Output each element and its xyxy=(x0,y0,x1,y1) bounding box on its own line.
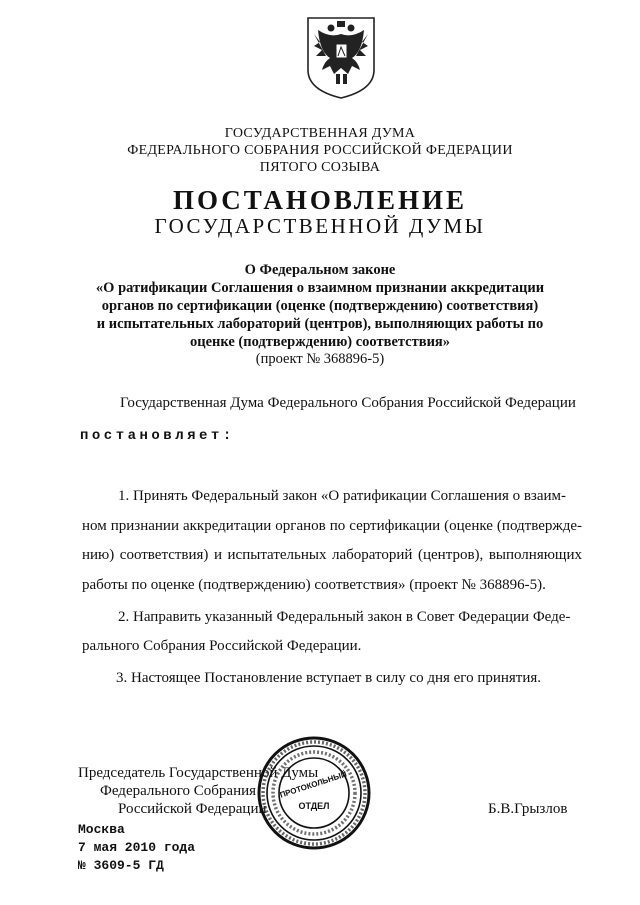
signatory-title-line-3: Российской Федерации xyxy=(118,801,267,817)
signatory-title-line-2: Федерального Собрания xyxy=(100,783,257,799)
footer-date: 7 мая 2010 года xyxy=(78,840,196,855)
law-line-4: и испытательных лабораторий (центров), выполняющих работы по xyxy=(96,316,544,332)
paragraph-1-line-1: 1. Принять Федеральный закон «О ратификации Соглашения о взаим- xyxy=(118,488,567,504)
paragraph-1-line-2: ном признании аккредитации органов по сертификации (оценке (подтвержде- xyxy=(82,518,582,534)
project-number: (проект № 368896-5) xyxy=(255,351,385,367)
resolves-word: постановляет: xyxy=(80,428,235,444)
signatory-title-line-1: Председатель Государственной Думы xyxy=(78,765,319,781)
stamp-text-top: ПРОТОКОЛЬНЫЙ xyxy=(278,769,348,800)
paragraph-1-line-4: работы по оценке (подтверждению) соответствия» (проект № 368896-5). xyxy=(82,577,546,593)
header-line-1: ГОСУДАРСТВЕННАЯ ДУМА xyxy=(224,126,416,141)
law-line-2: «О ратификации Соглашения о взаимном признании аккредитации xyxy=(95,280,545,296)
paragraph-3: 3. Настоящее Постановление вступает в силу со дня его принятия. xyxy=(116,670,542,686)
stamp-text-bottom: ОТДЕЛ xyxy=(298,801,330,811)
law-line-1: О Федеральном законе xyxy=(244,262,396,278)
coat-of-arms-emblem xyxy=(300,12,382,100)
law-line-5: оценке (подтверждению) соответствия» xyxy=(189,334,451,350)
header-line-3: ПЯТОГО СОЗЫВА xyxy=(259,160,381,175)
paragraph-2-line-2: рального Собрания Российской Федерации. xyxy=(82,638,362,654)
footer-city: Москва xyxy=(78,822,125,837)
header-line-2: ФЕДЕРАЛЬНОГО СОБРАНИЯ РОССИЙСКОЙ ФЕДЕРАЦИИ xyxy=(127,143,513,158)
document-title: ПОСТАНОВЛЕНИЕ xyxy=(172,185,468,215)
signatory-name: Б.В.Грызлов xyxy=(488,801,568,817)
intro-paragraph: Государственная Дума Федерального Собрания Российской Федерации xyxy=(120,395,576,411)
official-stamp xyxy=(256,735,372,851)
paragraph-2-line-1: 2. Направить указанный Федеральный закон в Совет Федерации Феде- xyxy=(118,609,571,625)
law-line-3: органов по сертификации (оценке (подтверждению) соответствия) xyxy=(101,298,539,314)
footer-number: № 3609-5 ГД xyxy=(78,858,164,873)
paragraph-1-line-3: нию) соответствия) и испытательных лабораторий (центров), выполняющих xyxy=(82,547,582,563)
document-subtitle: ГОСУДАРСТВЕННОЙ ДУМЫ xyxy=(154,214,486,238)
